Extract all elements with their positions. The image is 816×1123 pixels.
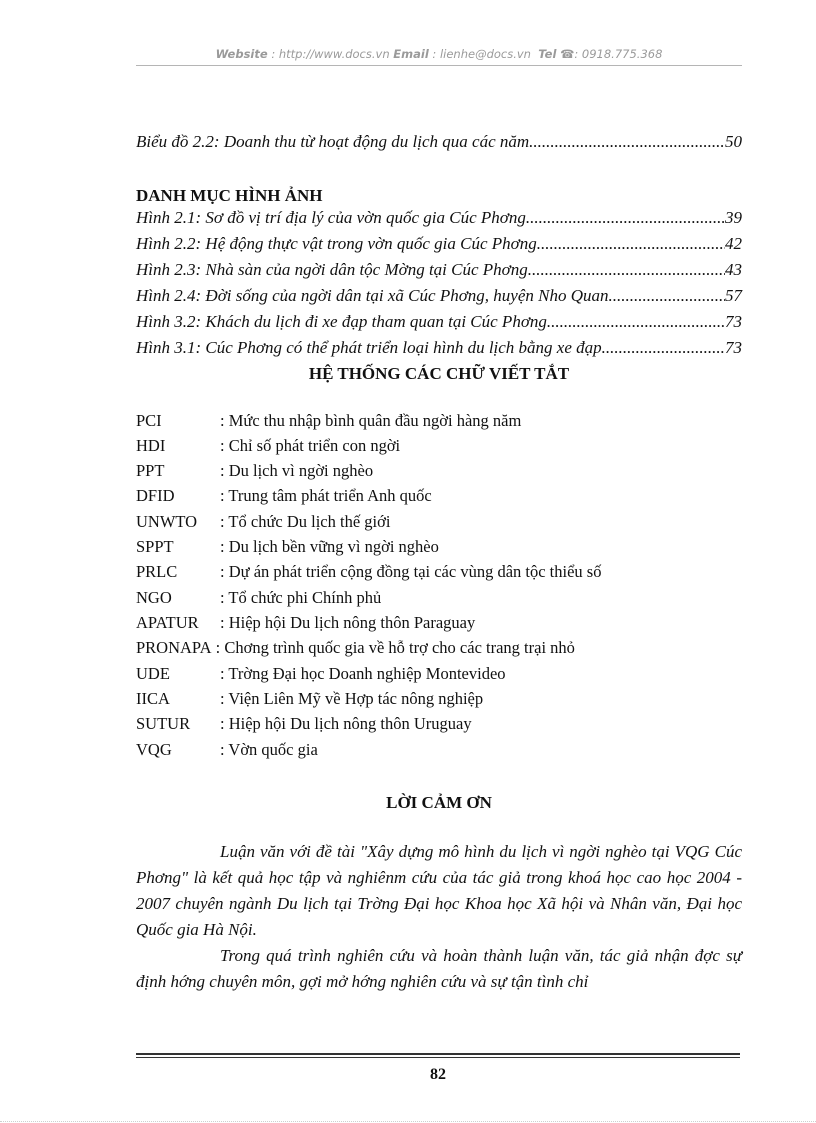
acknowledgement-paragraph: Luận văn với đề tài "Xây dựng mô hình du lịch vì ngời nghèo tại VQG Cúc Phơng" là kết quả học tập và nghiênm cứu của tác giả trong khoá học cao học 2004 - 2007 chuyên ngành Du lịch tại Trờng Đại học Khoa học Xã hội và Nhân văn, Đại học Quốc gia Hà Nội. [136,842,742,939]
acknowledgement-paragraph: Trong quá trình nghiên cứu và hoàn thành luận văn, tác giả nhận đợc sự định hớng chuyên môn, gợi mở hớng nghiên cứu và sự tận tình chỉ [136,946,742,991]
toc-leader-dots [602,338,725,358]
abbreviation-text: : Dự án phát triển cộng đồng tại các vùng dân tộc thiểu số [220,562,602,581]
abbreviation-code: UDE [136,664,170,683]
toc-figure-line[interactable] [136,208,742,232]
toc-leader-dots [547,312,725,332]
footer-rule [136,1053,740,1055]
abbreviation-row [136,512,742,532]
page-number: 82 [430,1066,446,1083]
abbreviation-row [136,588,742,608]
abbreviation-row [136,537,742,557]
abbreviation-code: PPT [136,461,165,480]
header-website-value[interactable]: : http://www.docs.vn [271,47,390,61]
abbreviation-text: : Tổ chức phi Chính phủ [220,588,382,607]
header-tel-label: Tel [538,47,557,61]
header-tel-value: : 0918.775.368 [574,47,663,61]
abbreviation-code: SPPT [136,537,174,556]
toc-leader-dots [608,286,725,306]
figures-heading: DANH MỤC HÌNH ẢNH [136,186,323,205]
abbreviation-text: : Du lịch vì ngời nghèo [220,461,374,480]
toc-entry-title: Hình 2.3: Nhà sàn của ngời dân tộc Mờng tại Cúc Phơng [136,260,528,279]
abbreviation-text: : Trung tâm phát triển Anh quốc [220,486,432,505]
toc-entry-title: Hình 2.1: Sơ đồ vị trí địa lý của vờn quốc gia Cúc Phơng [136,208,526,227]
footer-rule [136,1057,740,1058]
toc-chart-line[interactable] [136,132,742,156]
abbreviation-row [136,436,742,456]
abbreviation-code: APATUR [136,613,199,632]
abbreviation-code: DFID [136,486,175,505]
toc-figure-line[interactable] [136,286,742,310]
abbreviation-row [136,411,742,431]
acknowledgement-body [136,839,742,995]
toc-leader-dots [529,132,725,152]
page-bottom-border [0,1121,816,1122]
toc-entry-page: 39 [725,208,742,227]
abbreviation-text: : Tổ chức Du lịch thế giới [220,512,391,531]
abbreviation-row [136,562,742,582]
toc-leader-dots [526,208,725,228]
toc-figure-line[interactable] [136,234,742,258]
abbreviation-code: SUTUR [136,714,191,733]
toc-entry-title: Hình 2.2: Hệ động thực vật trong vờn quốc gia Cúc Phơng [136,234,537,253]
abbreviation-text: : Viện Liên Mỹ về Hợp tác nông nghiệp [220,689,484,708]
header-email-value[interactable]: : lienhe@docs.vn [432,47,531,61]
toc-entry-page: 57 [725,286,742,305]
abbreviation-row [136,689,742,709]
abbreviation-row [136,664,742,684]
phone-icon: ☎ [560,47,575,61]
toc-entry-page: 42 [725,234,742,253]
abbreviation-row [136,638,742,658]
toc-entry-title: Hình 2.4: Đời sống của ngời dân tại xã Cúc Phơng, huyện Nho Quan [136,286,609,305]
abbreviation-text: : Hiệp hội Du lịch nông thôn Paraguay [220,613,476,632]
header-rule [136,65,742,66]
toc-entry-page: 43 [725,260,742,279]
abbreviation-text: : Trờng Đại học Doanh nghiệp Montevideo [220,664,506,683]
abbreviation-text: : Vờn quốc gia [220,740,318,759]
abbreviation-code: IICA [136,689,170,708]
toc-leader-dots [537,234,725,254]
abbreviations-heading: HỆ THỐNG CÁC CHỮ VIẾT TẮT [308,364,570,383]
abbreviation-row [136,714,742,734]
abbreviation-row [136,740,742,760]
abbreviation-code: PRLC [136,562,178,581]
abbreviation-row [136,613,742,633]
toc-entry-title: Hình 3.1: Cúc Phơng có thể phát triển loại hình du lịch bằng xe đạp [136,338,602,357]
toc-entry-page: 50 [725,132,742,151]
toc-entry-page: 73 [725,338,742,357]
toc-figure-line[interactable] [136,338,742,362]
toc-figure-line[interactable] [136,312,742,336]
abbreviation-code: HDI [136,436,166,455]
toc-entry-title: Hình 3.2: Khách du lịch đi xe đạp tham quan tại Cúc Phơng [136,312,547,331]
toc-figure-line[interactable] [136,260,742,284]
abbreviation-row [136,486,742,506]
abbreviation-code: VQG [136,740,172,759]
abbreviation-text: : Chơng trình quốc gia về hỗ trợ cho các trang trại nhỏ [211,638,575,657]
page-header [136,47,742,61]
toc-leader-dots [528,260,725,280]
abbreviation-code: NGO [136,588,172,607]
toc-entry-title: Biểu đồ 2.2: Doanh thu từ hoạt động du lịch qua các năm [136,132,530,151]
abbreviation-text: : Chỉ số phát triển con ngời [220,436,401,455]
abbreviation-row [136,461,742,481]
abbreviation-code: UNWTO [136,512,198,531]
toc-entry-page: 73 [725,312,742,331]
header-email-label: Email [393,47,429,61]
abbreviation-code: PCI [136,411,162,430]
abbreviation-code: PRONAPA [136,638,212,657]
abbreviation-text: : Mức thu nhập bình quân đầu ngời hàng năm [220,411,522,430]
abbreviation-text: : Hiệp hội Du lịch nông thôn Uruguay [220,714,472,733]
abbreviation-text: : Du lịch bền vững vì ngời nghèo [220,537,439,556]
header-website-label: Website [215,47,268,61]
acknowledgement-heading: LỜI CẢM ƠN [386,793,492,812]
